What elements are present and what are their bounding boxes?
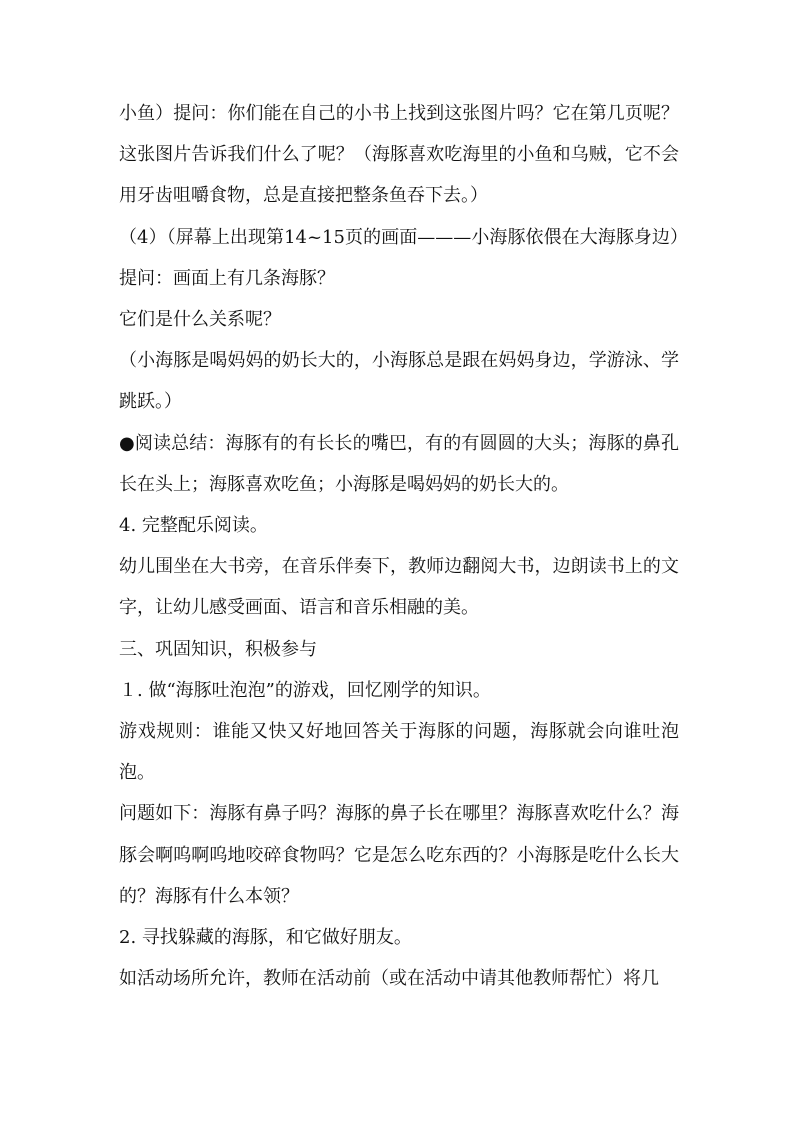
document-body [119,93,679,999]
section-heading-consolidate: 三、巩固知识，积极参与 [119,638,317,660]
paragraph-music-reading-heading: 4. 完整配乐阅读。 [119,515,268,537]
paragraph-relationship-question: 它们是什么关系呢？ [119,309,281,331]
paragraph-question-picture: 小鱼）提问：你们能在自己的小书上找到这张图片吗？它在第几页呢？这张图片告诉我们什么了呢？（海豚喜欢吃海里的小鱼和乌贼，它不会用牙齿咀嚼食物，总是直接把整条鱼吞下去。） [119,103,679,207]
paragraph-relationship-answer: （小海豚是喝妈妈的奶长大的，小海豚总是跟在妈妈身边，学游泳、学跳跃。） [119,350,679,413]
paragraph-reading-summary: ●阅读总结：海豚有的有长长的嘴巴，有的有圆圆的大头；海豚的鼻孔长在头上；海豚喜欢吃鱼；小海豚是喝妈妈的奶长大的。 [119,432,679,495]
paragraph-find-dolphin-heading: 2. 寻找躲藏的海豚，和它做好朋友。 [119,927,412,949]
paragraph-music-reading: 幼儿围坐在大书旁，在音乐伴奏下，教师边翻阅大书，边朗读书上的文字，让幼儿感受画面、语言和音乐相融的美。 [119,556,679,619]
paragraph-step-4: （4）（屏幕上出现第14~15页的画面———小海豚依偎在大海豚身边）提问：画面上有几条海豚？ [119,226,679,289]
paragraph-activity-venue: 如活动场所允许，教师在活动前（或在活动中请其他教师帮忙）将几 [119,968,659,990]
paragraph-questions: 问题如下：海豚有鼻子吗？海豚的鼻子长在哪里？海豚喜欢吃什么？海豚会啊呜啊呜地咬碎食物吗？它是怎么吃东西的？小海豚是吃什么长大的？海豚有什么本领？ [119,803,679,907]
paragraph-game-heading: １. 做“海豚吐泡泡”的游戏，回忆刚学的知识。 [119,679,491,701]
paragraph-game-rules: 游戏规则：谁能又快又好地回答关于海豚的问题，海豚就会向谁吐泡泡。 [119,721,679,784]
